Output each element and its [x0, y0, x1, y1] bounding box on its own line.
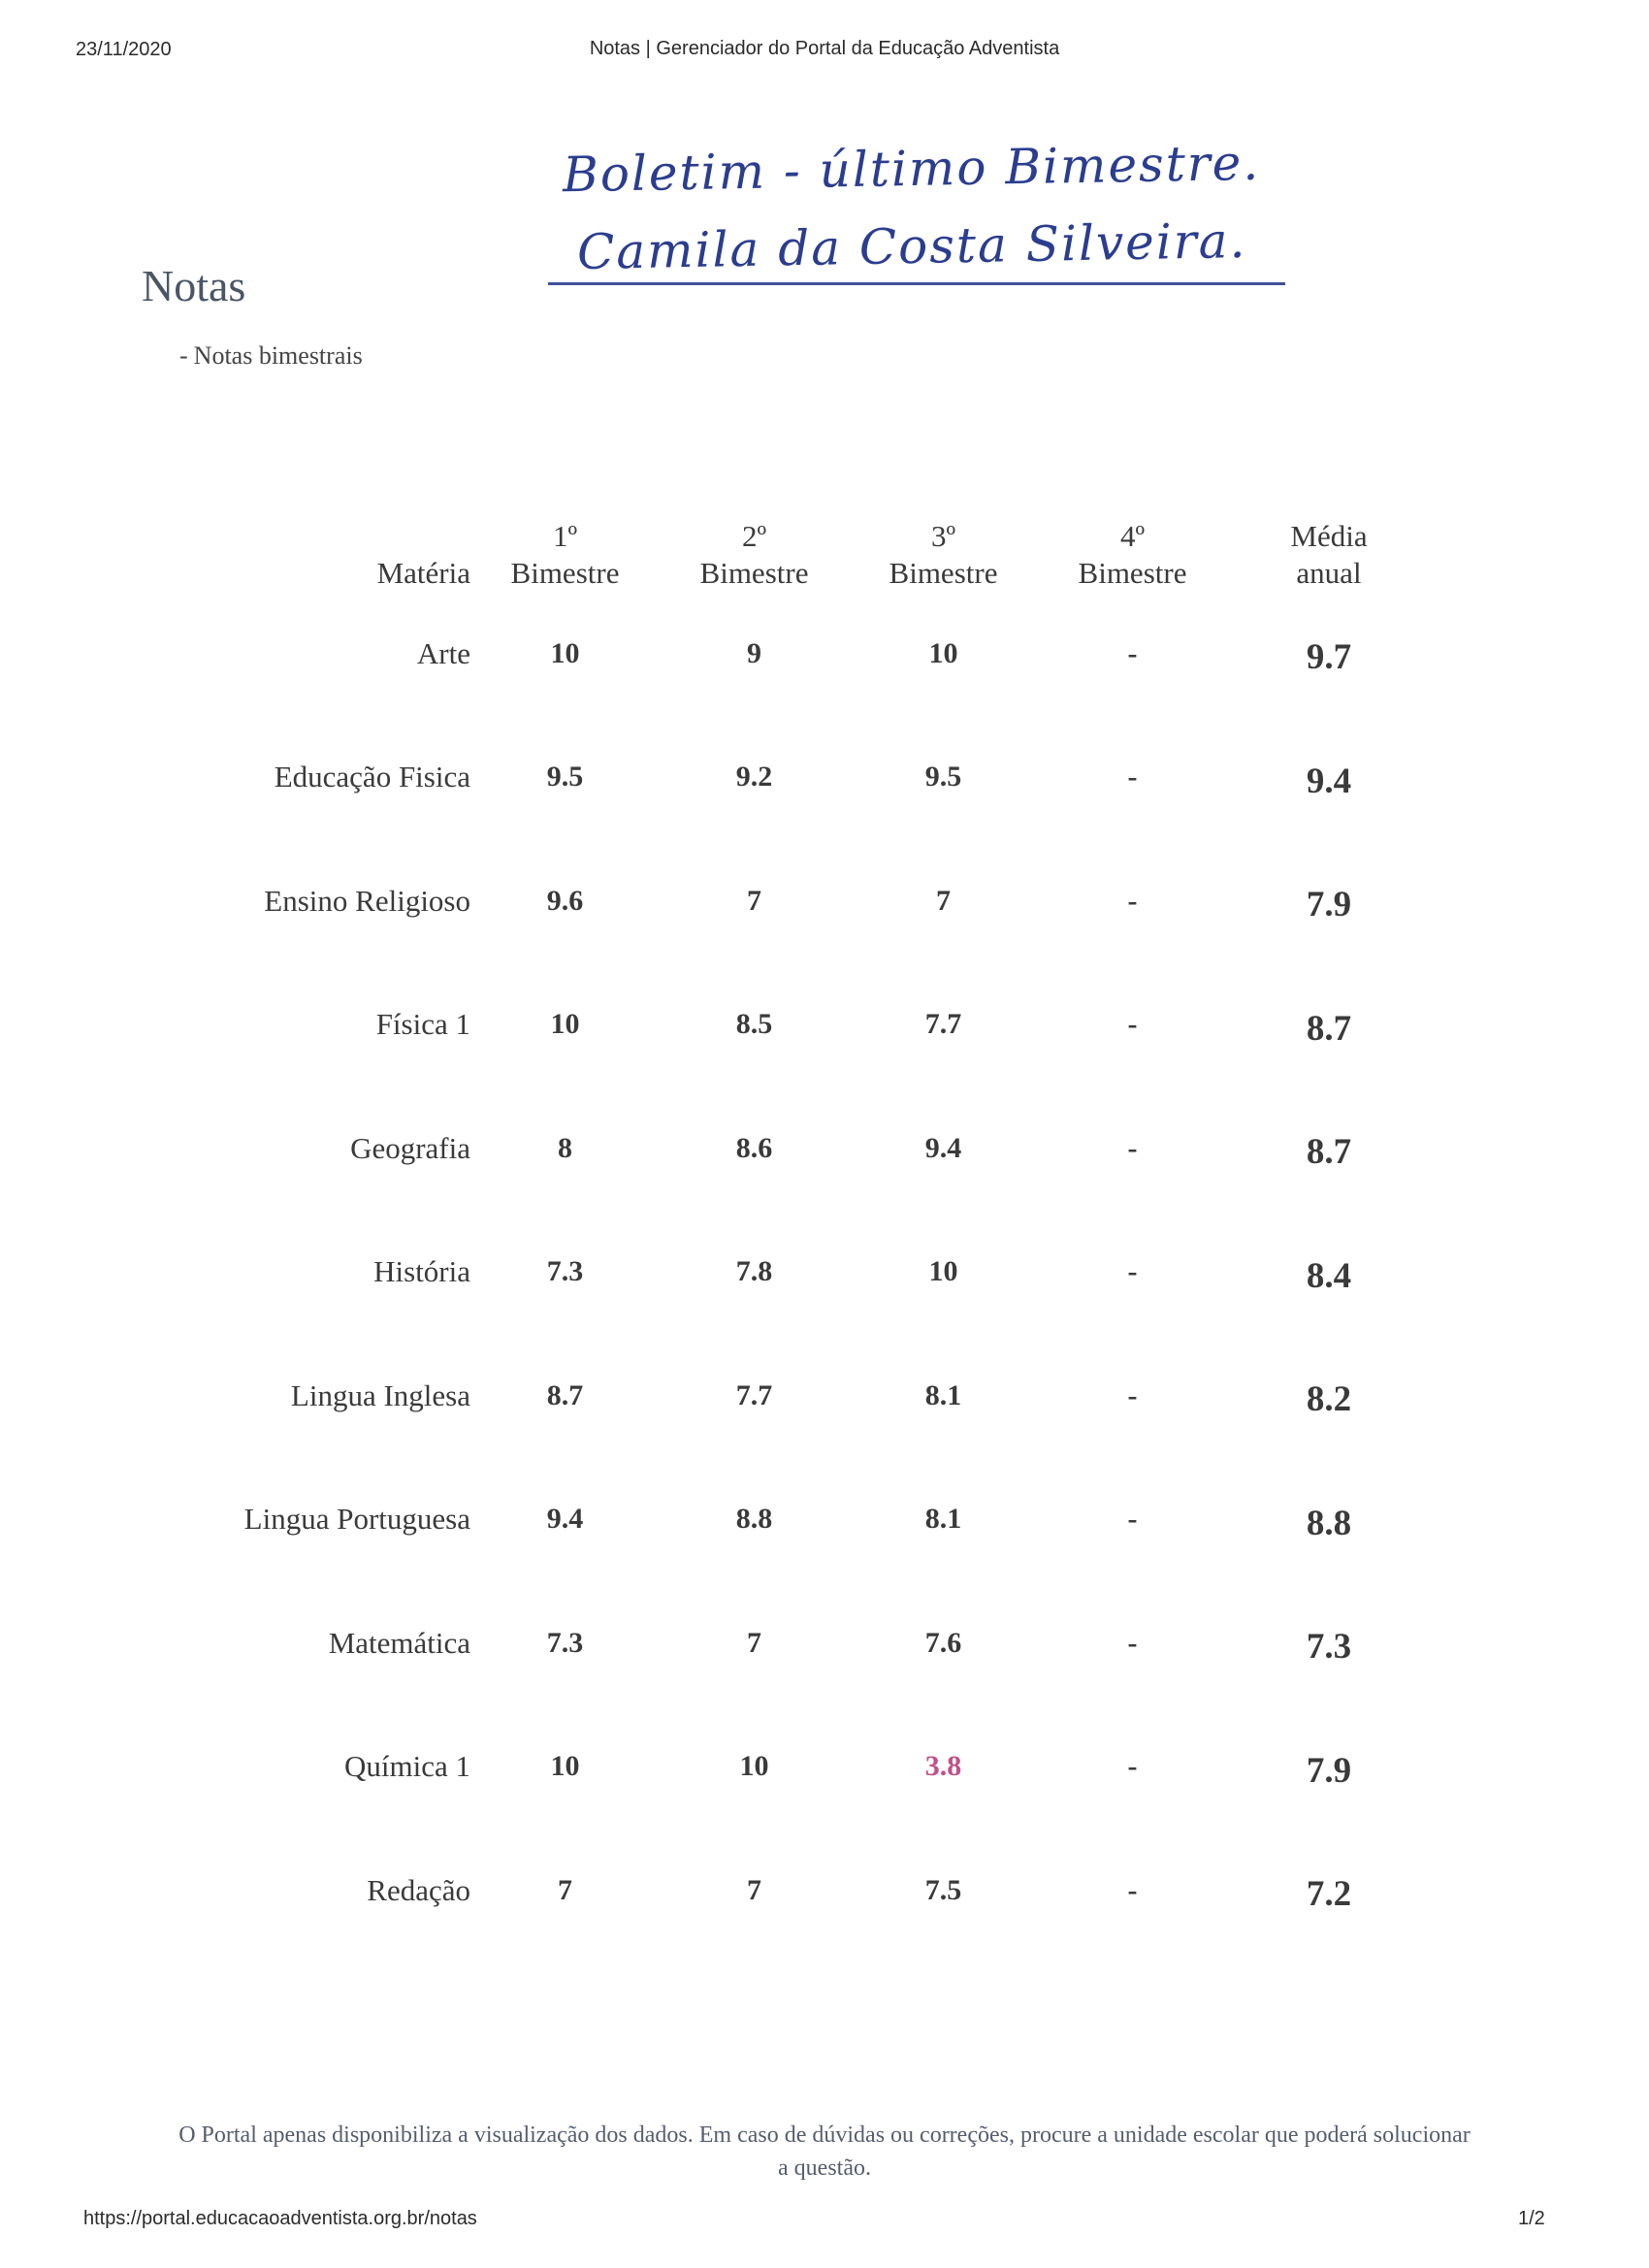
grade-b3: 8.1 [924, 1378, 962, 1411]
grade-b1: 7.3 [546, 1626, 584, 1659]
grade-b3: 7.6 [924, 1626, 962, 1659]
grade-b1: 9.4 [546, 1503, 584, 1536]
annual-average: 7.3 [1306, 1627, 1352, 1668]
annual-average: 8.2 [1306, 1379, 1352, 1420]
grade-b3: 9.5 [924, 761, 962, 794]
subject-cell: Física 1 [375, 1007, 470, 1042]
table-row [204, 963, 1431, 1087]
table-row [204, 839, 1431, 963]
handwritten-annotation [524, 131, 1300, 296]
grade-b3: 9.4 [924, 1131, 962, 1164]
header-bimestre-2: 2º Bimestre [699, 519, 809, 590]
header-media-anual: Média anual [1290, 519, 1368, 590]
grade-b4: - [1127, 1131, 1138, 1164]
handwritten-line-2: Camila da Costa Silveira. [576, 211, 1247, 281]
subject-cell: História [373, 1254, 470, 1289]
grade-b4: - [1127, 1873, 1138, 1906]
handwritten-line-1: Boletim - último Bimestre. [562, 134, 1261, 204]
subject-cell: Arte [416, 635, 470, 670]
grade-b1: 7 [558, 1873, 572, 1906]
grade-b4: - [1127, 636, 1138, 669]
grade-b4: - [1127, 1503, 1138, 1536]
grade-b4: - [1127, 884, 1138, 917]
grade-b2: 8.8 [735, 1503, 773, 1536]
table-row [204, 1705, 1431, 1830]
grade-b2: 9.2 [735, 761, 773, 794]
grade-b1: 10 [550, 636, 580, 669]
table-row [204, 1211, 1431, 1335]
subject-cell: Lingua Inglesa [290, 1377, 470, 1412]
print-date: 23/11/2020 [76, 39, 172, 60]
grade-b2: 7.8 [735, 1255, 773, 1288]
grade-b4: - [1127, 1255, 1138, 1288]
grade-b2: 7 [747, 884, 761, 917]
grade-b3: 7.5 [924, 1873, 962, 1906]
table-row [204, 1829, 1431, 1953]
annual-average: 8.8 [1306, 1503, 1352, 1543]
subject-cell: Ensino Religioso [264, 883, 470, 918]
grade-b2: 10 [739, 1750, 769, 1783]
grade-b1: 10 [550, 1008, 580, 1041]
grade-b3: 10 [928, 636, 958, 669]
grade-b4: - [1127, 761, 1138, 794]
section-subtitle [179, 341, 363, 371]
subject-cell: Educação Fisica [274, 760, 470, 794]
annual-average: 9.4 [1306, 761, 1352, 801]
grade-b4: - [1127, 1008, 1138, 1041]
header-bimestre-3: 3º Bimestre [889, 519, 998, 590]
header-subject: Matéria [376, 556, 470, 590]
grade-b3: 8.1 [924, 1503, 962, 1536]
print-url: https://portal.educacaoadventista.org.br/notas [83, 2208, 477, 2229]
subject-cell: Lingua Portuguesa [243, 1502, 470, 1537]
page-number: 1/2 [1518, 2208, 1545, 2229]
handwritten-underline [548, 282, 1285, 285]
table-row [204, 1086, 1431, 1211]
grade-b2: 7.7 [735, 1378, 773, 1411]
grade-b4: - [1127, 1626, 1138, 1659]
grade-b1: 7.3 [546, 1255, 584, 1288]
grade-b3: 10 [928, 1255, 958, 1288]
grade-b2: 8.5 [735, 1008, 773, 1041]
annual-average: 7.9 [1306, 885, 1352, 925]
grade-b3-low: 3.8 [924, 1750, 962, 1783]
page-title: Notas [142, 261, 246, 310]
grades-table [204, 504, 1431, 1953]
table-header-row [204, 504, 1431, 592]
annual-average: 7.9 [1306, 1750, 1352, 1791]
grade-b4: - [1127, 1378, 1138, 1411]
annual-average: 8.4 [1306, 1255, 1352, 1296]
annual-average: 7.2 [1306, 1874, 1352, 1915]
table-row [204, 592, 1431, 716]
grade-b1: 10 [550, 1750, 580, 1783]
table-row [204, 1334, 1431, 1458]
table-row [204, 1581, 1431, 1705]
annual-average: 8.7 [1306, 1008, 1352, 1049]
grade-b2: 7 [747, 1873, 761, 1906]
grade-b3: 7 [936, 884, 951, 917]
table-row [204, 716, 1431, 840]
subject-cell: Geografia [350, 1130, 470, 1165]
grade-b2: 8.6 [735, 1131, 773, 1164]
grade-b1: 9.5 [546, 761, 584, 794]
grade-b4: - [1127, 1750, 1138, 1783]
table-row [204, 1458, 1431, 1582]
subject-cell: Redação [367, 1872, 470, 1907]
grade-b1: 8 [558, 1131, 572, 1164]
grade-b1: 9.6 [546, 884, 584, 917]
grade-b2: 9 [747, 636, 761, 669]
header-bimestre-4: 4º Bimestre [1078, 519, 1187, 590]
bullet-dash: - [179, 341, 188, 370]
print-header-title: Notas | Gerenciador do Portal da Educação Adventista [589, 38, 1060, 59]
grade-b1: 8.7 [546, 1378, 584, 1411]
footer-disclaimer-text: O Portal apenas disponibiliza a visualização dos dados. Em caso de dúvidas ou correções, procure a unidade escolar que poderá solucionar a questão. [178, 2122, 1471, 2181]
footer-disclaimer [0, 2119, 1649, 2185]
subtitle-text: Notas bimestrais [193, 341, 363, 370]
header-bimestre-1: 1º Bimestre [510, 519, 620, 590]
annual-average: 9.7 [1306, 637, 1352, 678]
annual-average: 8.7 [1306, 1132, 1352, 1173]
subject-cell: Matemática [328, 1625, 470, 1660]
grade-b2: 7 [747, 1626, 761, 1659]
subject-cell: Química 1 [344, 1749, 470, 1784]
grade-b3: 7.7 [924, 1008, 962, 1041]
